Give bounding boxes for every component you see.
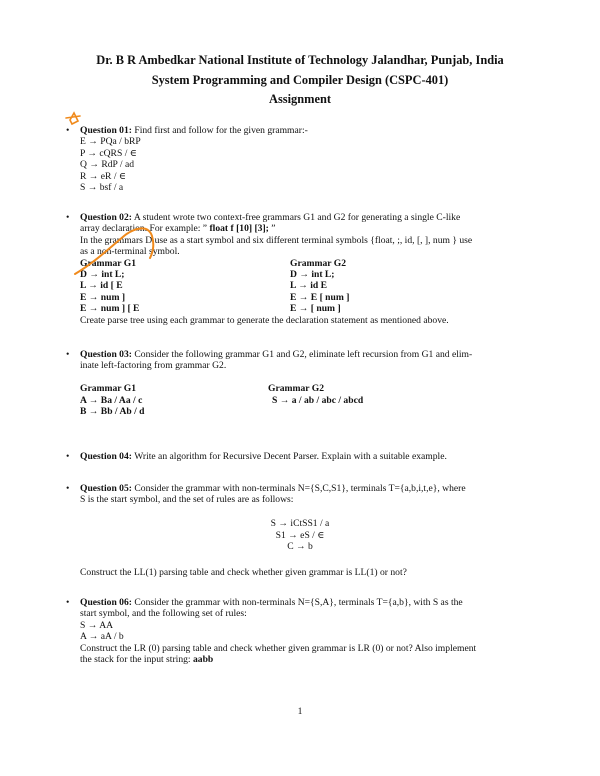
g2-rule: E → [ num ] <box>290 303 341 315</box>
question-text: In the grammars D use as a start symbol and six different terminal symbols {float, ;, id, [, ], num } use <box>80 234 473 246</box>
grammar-rule: S → AA <box>80 619 114 631</box>
g1-rule: L → id [ E <box>80 280 123 292</box>
grammar-rule: S → iCtSS1 / a <box>270 518 330 530</box>
document-type: Assignment <box>269 92 331 106</box>
grammar-rule: R → eR / ∈ <box>80 170 127 182</box>
g2-rule: L → id E <box>290 280 328 292</box>
question-text: as a non-terminal symbol. <box>80 246 180 258</box>
question-text: Find first and follow for the given grammar:- <box>131 125 308 136</box>
question-text: A student wrote two context-free grammars G1 and G2 for generating a single C-like <box>131 212 461 223</box>
g2-rule: S → a / ab / abc / abcd <box>272 394 364 406</box>
bullet: • <box>66 125 70 136</box>
question-label: Question 02: <box>80 212 132 223</box>
question-text: Write an algorithm for Recursive Decent Parser. Explain with a suitable example. <box>131 451 447 462</box>
question-text: Consider the grammar with non-terminals N={S,A}, terminals T={a,b}, with S as the <box>131 597 463 608</box>
question-text: the stack for the input string: <box>80 653 193 665</box>
g1-rule: A → Ba / Aa / c <box>80 394 143 406</box>
g1-rule: D → int L; <box>80 268 125 280</box>
question-label: Question 05: <box>80 483 132 494</box>
grammar-g2-title: Grammar G2 <box>268 383 325 395</box>
question-label: Question 06: <box>80 597 132 608</box>
question-text: ” <box>271 223 276 235</box>
question-text: Consider the following grammar G1 and G2, eliminate left recursion from G1 and elim- <box>131 349 473 360</box>
annotation-mark <box>66 113 80 124</box>
bullet: • <box>66 349 70 360</box>
question-text: Create parse tree using each grammar to generate the declaration statement as mentioned above. <box>80 314 449 326</box>
grammar-rule: S1 → eS / ∈ <box>275 529 325 541</box>
grammar-rule: P → cQRS / ∈ <box>80 147 137 159</box>
question-text: S is the start symbol, and the set of rules are as follows: <box>80 494 294 506</box>
question-text: array declaration. For example: ” <box>80 223 208 235</box>
grammar-rule: S → bsf / a <box>80 181 124 193</box>
grammar-rule: C → b <box>287 540 313 552</box>
question-text: Construct the LL(1) parsing table and check whether given grammar is LL(1) or not? <box>80 566 407 578</box>
example-declaration: float f [10] [3]; <box>207 223 272 235</box>
grammar-rule: Q → RdP / ad <box>80 159 135 171</box>
grammar-g1-title: Grammar G1 <box>80 257 137 269</box>
g1-rule: E → num ] [ E <box>80 303 140 315</box>
grammar-g1-title: Grammar G1 <box>80 383 137 395</box>
question-label: Question 01: <box>80 125 132 136</box>
question-text: inate left-factoring from grammar G2. <box>80 360 227 372</box>
grammar-rule: E → PQa / bRP <box>80 136 141 148</box>
bullet: • <box>66 451 70 462</box>
bullet: • <box>66 483 70 494</box>
g1-rule: E → num ] <box>80 291 126 303</box>
g2-rule: E → E [ num ] <box>290 291 350 303</box>
bullet: • <box>66 212 70 223</box>
question-label: Question 04: <box>80 451 132 462</box>
page-number: 1 <box>297 706 303 717</box>
question-label: Question 03: <box>80 349 132 360</box>
question-text: start symbol, and the following set of rules: <box>80 608 247 620</box>
g2-rule: D → int L; <box>290 268 335 280</box>
grammar-g2-title: Grammar G2 <box>290 257 347 269</box>
grammar-rule: A → aA / b <box>80 631 124 643</box>
course-title: System Programming and Compiler Design (CSPC-401) <box>151 73 449 87</box>
bullet: • <box>66 597 70 608</box>
question-text: Construct the LR (0) parsing table and check whether given grammar is LR (0) or not? Also implement <box>80 642 477 654</box>
g1-rule: B → Bb / Ab / d <box>80 405 145 417</box>
institute-title: Dr. B R Ambedkar National Institute of Technology Jalandhar, Punjab, India <box>96 53 504 67</box>
question-text: Consider the grammar with non-terminals N={S,C,S1}, terminals T={a,b,i,t,e}, where <box>131 483 466 494</box>
input-string: aabb <box>192 653 214 665</box>
